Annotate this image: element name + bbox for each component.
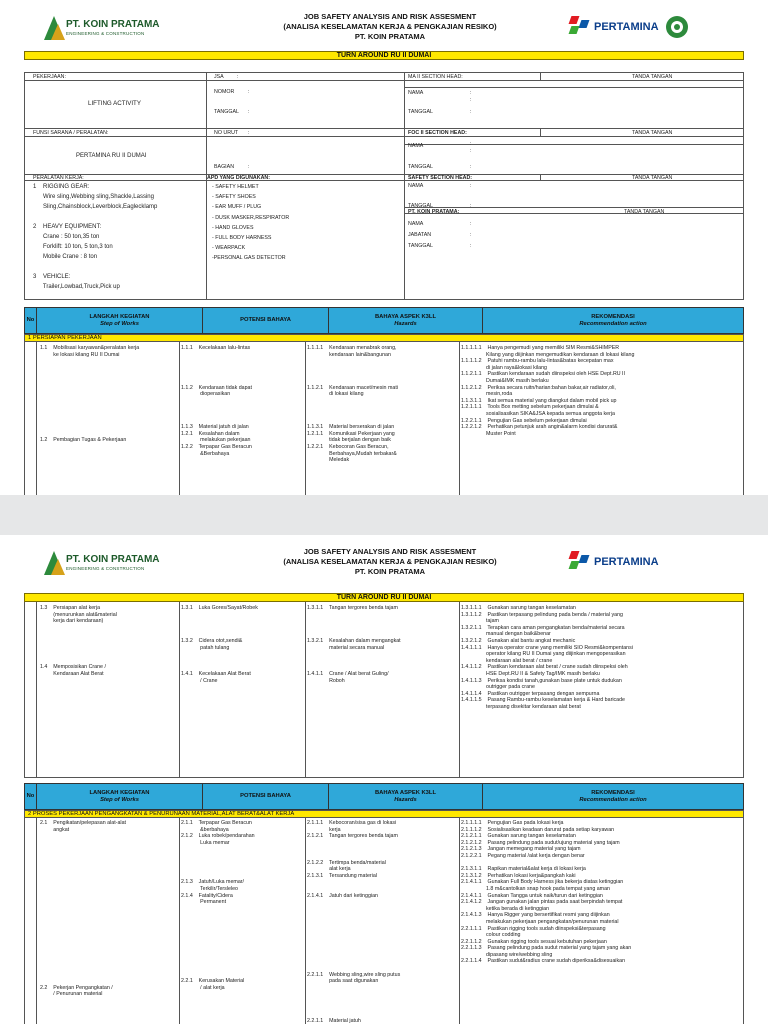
title-line-1: JOB SAFETY ANALYSIS AND RISK ASSESMENT: [303, 12, 477, 21]
section-proses: 2 PROSES PEKERJAAN PENGANGKATAN & PENURUNAAN MATERIAL,ALAT BERAT&ALAT KERJA: [24, 810, 744, 818]
th-hazards: BAHAYA ASPEK K3LL Hazards: [329, 308, 483, 333]
equipment-list: 1 RIGGING GEAR: Wire sling,Webbing sling,Shackle,Lassing Sling,Chainsblock,Leverblock,Eaglecklamp 2 HEAVY EQUIPMENT: Crane : 50 ton,35 ton Forklift: 10 ton, 5 ton,3 ton Mobile Crane : 8 ton 3 VEHICLE: Trailer,Lowbad,Truck,Pick up: [33, 184, 158, 290]
koin-pratama-logo: [44, 16, 160, 42]
rekomendasi-col-p3: 2.1.1.1.1 Pengujian Gas pada lokasi kerja 2.1.1.1.2 Sosialisasikan keadaan darurat pada setiap karyawan 2.1.2.1.1 Gunakan sarung tangan keselamatan 2.1.2.1.2 Pasang pelindung pada sudut/ujung material yang tajam 2.1.2.1.3 Jangan memegang material yang tajam 2.1.2.2.1 Pegang material /alat kerja dengan benar 2.1.3.1.1 Rapikan material&alat kerja di lokasi kerja 2.1.3.1.2 Perhatikan lokasi kerja&pangkah kaki 2.1.4.1.1 Gunakan Full Body Harness jika bekerja diatas ketinggian 1.8 m&cantolkan snap hook pada tempat yang aman 2.1.4.1.1 Gunakan Tangga untuk naik/turun dari ketinggian 2.1.4.1.2 Jangan gunakan jalan pintas pada saat berpindah tempat ketika berada di ketinggian 2.1.4.1.3 Hanya Rigger yang bersertifikat resmi yang diijinkan melakukan pekerjaan pengangkatan/penurunan material 2.2.1.1.1 Pastikan rigging tools sudah diinspeksi&terpasang colour codding 2.2.1.1.2 Gunakan rigging tools sesuai kebutuhan pekerjaan 2.2.1.1.3 Pasang pelindung pada sudut material yang tajam yang akan dipasang wire/webbing sling 2.2.1.1.4 Pastikan sudut&radius crane sudah diperiksa&disesuaikan: [461, 820, 632, 965]
rekomendasi-col-p2: 1.3.1.1.1 Gunakan sarung tangan keselamatan 1.3.1.1.2 Pastikan terpasang pelindung pada benda / material yang tajam 1.3.2.1.1 Terapkan cara aman pengangkatan benda/material secara manual dengan baik&benar 1.3.2.1.2 Gunakan alat bantu angkat mechanic 1.4.1.1.1 Hanya operator crane yang memiliki SIO Resmi&kompentansi operator kilang RU II Dumai yang diijinkan mengoperasikan kendaraan alat berat / crane 1.4.1.1.2 Pastikan kendaraan alat berat / crane sudah diinspeksi oleh HSE Dept.RU II & Safety Tag/IMK masih berlaku 1.4.1.1.3 Periksa kondisi tanah,gunakan base plate untuk dudukan outrigger pada crane 1.4.1.1.4 Pastikan outrigger terpasang dengan sempurna 1.4.1.1.5 Pasang Rambu-rambu keselamatan kerja & Hard baricade terpasang disekitar kendaraan alat berat: [461, 605, 633, 710]
hazards-col-p3: 2.1.1.1 Kebocoran/sisa gas di lokasi kerja 2.1.2.1 Tangan tergores benda tajam 2.1.2.2 Tertimpa benda/material alat kerja 2.1.3.1 Tersandung material 2.1.4.1 Jatuh dari ketinggian 2.2.1.1 Webbing sling,wire sling putus pada saat digunakan 2.2.1.1 Material jatuh: [307, 820, 401, 1024]
label-tanggal-5: TANGGAL: [408, 243, 433, 249]
label-nama-2: NAMA: [408, 143, 424, 149]
company-name: PERTAMINA RU II DUMAI: [76, 153, 147, 159]
potensi-col-p2: 1.3.1 Luka Gores/Sayat/Robek 1.3.2 Cidera otot,sendi& patah tulang 1.4.1 Kecelakaan Alat Berat / Crane: [181, 605, 258, 684]
potensi-col-p1: 1.1.1 Kecelakaan lalu-lintas 1.1.2 Kendaraan tidak dapat dioperasikan 1.1.3 Material jatuh di jalan 1.2.1 Kesalahan dalam melakukan pekerjaan 1.2.2 Terpapar Gas Beracun &Berbahaya: [181, 345, 252, 457]
hazards-col-p1: 1.1.1.1 Kendaraan menabrak orang, kendaraan lain&bangunan 1.1.2.1 Kendaraan macet/mesin mati di lokasi kilang 1.1.3.1 Material berserakan di jalan 1.2.1.1 Komunikasi Pekerjaan yang tidak berjalan dengan baik 1.2.2.1 Kebocoran Gas Beracun, Berbahaya,Mudah terbakar& Meledak: [307, 345, 398, 464]
potensi-col-p3: 2.1.1 Terpapar Gas Beracun &berbahaya 2.1.2 Luka robek/pendarahan Luka memar 2.1.3 Jatuh/Luka memar/ Terkilir/Tersleleo 2.1.4 Fatality/Cidera Permanent 2.2.1 Kerusakan Material / alat kerja: [181, 820, 255, 991]
label-jsa: JSA: [214, 74, 224, 80]
pertamina-logo: [566, 14, 766, 42]
label-nama-1: NAMA: [408, 90, 424, 96]
label-tanda-2: TANDA TANGAN: [632, 130, 673, 136]
document-title: [240, 12, 540, 42]
pertamina-mark-icon: [566, 549, 592, 573]
jsa-page-2: [0, 535, 768, 1024]
steps-col-p2: 1.3 Persiapan alat kerja (menurunkan alat&material kerja dari kendaraan) 1.4 Memposisikan Crane / Kendaraan Alat Berat: [40, 605, 117, 677]
label-pekerjaan: PEKERJAAN:: [33, 74, 66, 80]
label-foc-head: FOC II SECTION HEAD:: [408, 130, 467, 136]
th-rekomendasi: REKOMENDASI Recommendation action: [579, 313, 647, 327]
page-header-2: [0, 535, 768, 593]
label-tanggal-1: TANGGAL: [214, 109, 239, 115]
title-line-3: PT. KOIN PRATAMA: [354, 32, 426, 41]
label-tanda-1: TANDA TANGAN: [632, 74, 673, 80]
logo-sub: ENGINEERING & CONSTRUCTION: [66, 31, 145, 36]
turnaround-banner-2: TURN AROUND RU II DUMAI: [24, 593, 744, 602]
gear-icon: [666, 16, 688, 38]
steps-col-p1: 1.1 Mobilisasi karyawan&peralatan kerja ke lokasi kilang RU II Dumai 1.2 Pembagian Tugas & Pekerjaan: [40, 345, 140, 444]
label-tanda-3: TANDA TANGAN: [632, 175, 673, 181]
label-nama-4: NAMA: [408, 221, 424, 227]
pertamina-mark-icon: [566, 14, 592, 38]
logo-name: PT. KOIN PRATAMA: [66, 19, 160, 30]
label-ma-head: MA II SECTION HEAD:: [408, 74, 463, 80]
title-line-2: (ANALISA KESELAMATAN KERJA & PENGKAJIAN RESIKO): [283, 22, 497, 31]
label-tanggal-4: TANGGAL: [408, 203, 433, 209]
label-koin: PT. KOIN PRATAMA:: [408, 209, 460, 215]
pertamina-logo-2: PERTAMINA: [566, 549, 766, 577]
page-header: [0, 0, 768, 58]
label-apd: APD YANG DIGUNAKAN:: [207, 175, 270, 181]
th-potensi: POTENSI BAHAYA: [203, 308, 329, 333]
steps-col-p3: 2.1 Pengikatan/pelepasan alat-alat angkat 2.2 Pekerjan Pengangkatan / / Penurunan material: [40, 820, 126, 998]
label-tanggal-2: TANGGAL: [408, 109, 433, 115]
apd-list: - SAFETY HELMET - SAFETY SHOES - EAR MUFF / PLUG - DUSK MASKER,RESPIRATOR - HAND GLOVES - FULL BODY HARNESS - WEARPACK -PERSONAL GAS DETECTOR: [212, 184, 290, 262]
jsa-page-1: PT. KOIN PRATAMA ENGINEERING & CONSTRUCTION JOB SAFETY ANALYSIS AND RISK ASSESMENT (ANALISA KESELAMATAN KERJA & PENGKAJIAN RESIKO) PT. KOIN PRATAMA PERTAMINA TURN AROUND RU II DUMAI PEKERJAAN: JSA : MA II SECTION HEAD: TANDA TANGAN LIFTING ACTIVITY NOMOR : TANGGAL : NAMA : : TANGGAL : FUNSI SARANA / PERALATAN: NO URUT : FOC II SECTION HEAD: TANDA TANGAN PERTAMINA RU II DUMAI BAGIAN : NAMA : : TANGGAL : PERALATAN KERJA: APD YANG DIGUNAKAN: SAFETY SECTION HEAD: TANDA TANGAN NAMA : TANGGAL : PT. KOIN PRATAMA: TANDA TANGAN NAMA : JABATAN : TANGGAL : 1 RIGGING GEAR: Wire sling,Webbing sling,Shackle,Lassing Sling,Chainsblock,Leverblock,Eaglecklamp 2 HEAVY EQUIPMENT: Crane : 50 ton,35 ton Forklift: 10 ton, 5 ton,3 ton Mobile Crane : 8 ton 3 VEHICLE: Trailer,Lowbad,Truck,Pick up - SAFETY HELMET - SAFETY SHOES - EAR MUFF / PLUG - DUSK MASKER,RESPIRATOR - HAND GLOVES - FULL BODY HARNESS - WEARPACK -PERSONAL GAS DETECTOR No LANGKAH KEGIATAN Step of Works POTENSI BAHAYA BAHAYA ASPEK K3LL Hazards REKOMENDASI Recommendation action 1 PERSIAPAN PEKERJAAN 1.1 Mobilisasi karyawan&peralatan kerja ke lokasi kilang RU II Dumai 1.2 Pembagian Tugas & Pekerjaan 1.1.1 Kecelakaan lalu-lintas 1.1.2 Kendaraan tidak dapat dioperasikan 1.1.3 Material jatuh di jalan 1.2.1 Kesalahan dalam melakukan pekerjaan 1.2.2 Terpapar Gas Beracun &Berbahaya 1.1.1.1 Kendaraan menabrak orang, kendaraan lain&bangunan 1.1.2.1 Kendaraan macet/mesin mati di lokasi kilang 1.1.3.1 Material berserakan di jalan 1.2.1.1 Komunikasi Pekerjaan yang tidak berjalan dengan baik 1.2.2.1 Kebocoran Gas Beracun, Berbahaya,Mudah terbakar& Meledak 1.1.1.1.1 Hanya pengemudi yang memiliki SIM Resmi&SHIMPER Kilang yang diijinkan mengemudikan kendaraan di lokasi kilang 1.1.1.1.2 Patuhi rambu-rambu lalu-lintas&batas kecepatan max di jalan raya&lokasi kilang 1.1.2.1.1 Pastikan kendaraan sudah diinspeksi oleh HSE Dept.RU II Dumai&IMK masih berlaku 1.1.2.1.2 Periksa secara ruitn/harian:bahan bakar,air radiator,oli, mesin,roda 1.1.3.1.1 Ikat semua material yang diangkut dalam mobil pick up 1.2.1.1.1 Tools Box metting sebelum pekerjaan dimulai & sosialisasikan SIKA&JSA kepada semua anggota kerja 1.2.2.1.1 Pengujian Gas sebelum pekerjaan dimulai 1.2.2.1.2 Perhatikan petunjuk arah angin&alarm kondisi darurat& Muster Point: [0, 0, 768, 495]
th-no: No: [25, 308, 37, 333]
label-funsi: FUNSI SARANA / PERALATAN:: [33, 130, 109, 136]
pertamina-name: PERTAMINA: [594, 21, 659, 33]
label-tanggal-3: TANGGAL: [408, 164, 433, 170]
label-jabatan: JABATAN: [408, 232, 432, 238]
table-header-2: No LANGKAH KEGIATAN Step of Works POTENSI BAHAYA BAHAYA ASPEK K3LL Hazards REKOMENDASI Recommendation action: [24, 783, 744, 810]
label-nomor: NOMOR: [214, 89, 235, 95]
turnaround-banner: TURN AROUND RU II DUMAI: [24, 51, 744, 60]
document-title-2: JOB SAFETY ANALYSIS AND RISK ASSESMENT (ANALISA KESELAMATAN KERJA & PENGKAJIAN RESIKO) PT. KOIN PRATAMA: [283, 547, 497, 576]
section-persiapan: 1 PERSIAPAN PEKERJAAN: [24, 334, 744, 342]
activity-name: LIFTING ACTIVITY: [88, 100, 141, 107]
label-tanda-4: TANDA TANGAN: [624, 209, 665, 215]
rekomendasi-col-p1: 1.1.1.1.1 Hanya pengemudi yang memiliki SIM Resmi&SHIMPER Kilang yang diijinkan mengemudikan kendaraan di lokasi kilang 1.1.1.1.2 Patuhi rambu-rambu lalu-lintas&batas kecepatan max di jalan raya&lokasi kilang 1.1.2.1.1 Pastikan kendaraan sudah diinspeksi oleh HSE Dept.RU II Dumai&IMK masih berlaku 1.1.2.1.2 Periksa secara ruitn/harian:bahan bakar,air radiator,oli, mesin,roda 1.1.3.1.1 Ikat semua material yang diangkut dalam mobil pick up 1.2.1.1.1 Tools Box metting sebelum pekerjaan dimulai & sosialisasikan SIKA&JSA kepada semua anggota kerja 1.2.2.1.1 Pengujian Gas sebelum pekerjaan dimulai 1.2.2.1.2 Perhatikan petunjuk arah angin&alarm kondisi darurat& Muster Point: [461, 345, 635, 437]
label-safety-head: SAFETY SECTION HEAD:: [408, 175, 473, 181]
label-nama-3: NAMA: [408, 183, 424, 189]
table-header: [24, 307, 744, 334]
koin-pratama-logo-2: PT. KOIN PRATAMA ENGINEERING & CONSTRUCTION: [44, 551, 144, 577]
label-bagian: BAGIAN: [214, 164, 235, 170]
th-steps: LANGKAH KEGIATAN Step of Works: [37, 308, 203, 333]
hazards-col-p2: 1.3.1.1 Tangan tergores benda tajam 1.3.2.1 Kesalahan dalam mengangkat material secara manual 1.4.1.1 Crane / Alat berat Guling/ Roboh: [307, 605, 401, 684]
label-no-urut: NO URUT: [214, 130, 239, 136]
label-peralatan: PERALATAN KERJA:: [33, 175, 84, 181]
